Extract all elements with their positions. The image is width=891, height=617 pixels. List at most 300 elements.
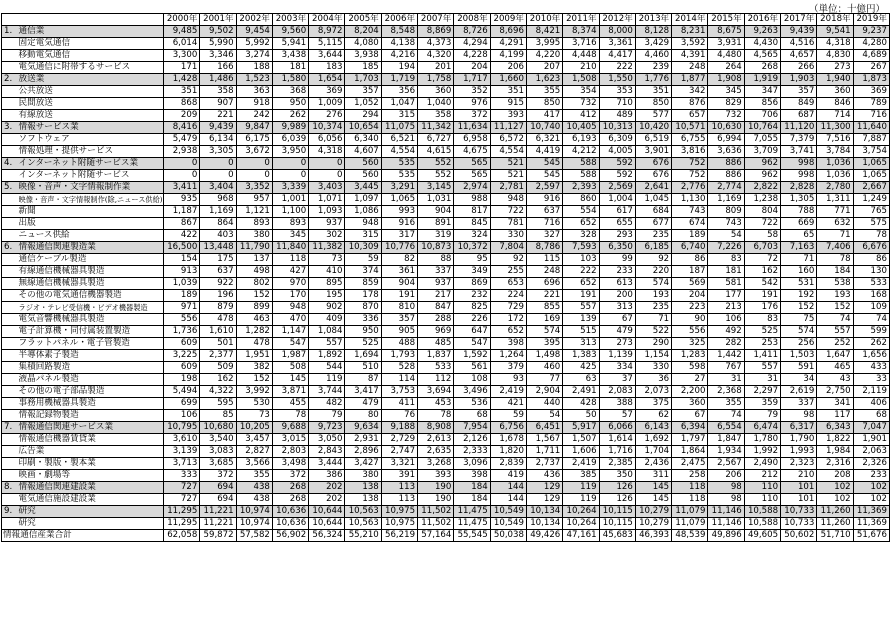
value-cell: 1,711 <box>526 446 562 458</box>
value-cell: 328 <box>563 230 599 242</box>
value-cell: 1,065 <box>853 170 889 182</box>
value-cell: 145 <box>272 374 308 386</box>
value-cell: 752 <box>672 158 708 170</box>
value-cell: 1,045 <box>635 194 671 206</box>
value-cell: 10,644 <box>309 506 345 518</box>
value-cell: 4,212 <box>563 146 599 158</box>
value-cell: 194 <box>381 62 417 74</box>
value-cell: 11,369 <box>853 506 889 518</box>
value-cell: 2,635 <box>418 446 454 458</box>
value-cell: 126 <box>599 494 635 506</box>
value-cell: 9,263 <box>744 26 780 38</box>
value-cell: 1,837 <box>418 350 454 362</box>
value-cell: 10,264 <box>563 518 599 530</box>
value-cell: 273 <box>599 338 635 350</box>
value-cell: 294 <box>345 110 381 122</box>
value-cell: 7,954 <box>454 422 490 434</box>
value-cell: 410 <box>309 266 345 278</box>
value-cell: 869 <box>454 278 490 290</box>
total-row <box>2 530 890 542</box>
value-cell: 948 <box>345 218 381 230</box>
value-cell: 6,175 <box>236 134 272 146</box>
value-cell: 561 <box>454 362 490 374</box>
value-cell: 8,000 <box>599 26 635 38</box>
table-row <box>2 50 890 62</box>
value-cell: 637 <box>526 206 562 218</box>
value-cell: 3,992 <box>236 386 272 398</box>
row-number <box>2 50 16 62</box>
value-cell: 109 <box>853 302 889 314</box>
value-cell: 90 <box>672 314 708 326</box>
value-cell: 224 <box>490 290 526 302</box>
value-cell: 1,486 <box>200 74 236 86</box>
value-cell: 68 <box>454 410 490 422</box>
row-number <box>2 206 16 218</box>
value-cell: 6,727 <box>418 134 454 146</box>
value-cell: 248 <box>526 266 562 278</box>
value-cell: 436 <box>526 470 562 482</box>
value-cell: 6,185 <box>635 242 671 254</box>
value-cell: 647 <box>454 326 490 338</box>
value-cell: 3,741 <box>781 146 817 158</box>
value-cell: 632 <box>817 218 853 230</box>
value-cell: 138 <box>345 494 381 506</box>
value-cell: 535 <box>381 170 417 182</box>
value-cell: 3,901 <box>635 146 671 158</box>
value-cell: 11,146 <box>708 506 744 518</box>
value-cell: 1,264 <box>490 350 526 362</box>
value-cell: 1,282 <box>236 326 272 338</box>
value-cell: 319 <box>418 230 454 242</box>
value-cell: 536 <box>454 398 490 410</box>
value-cell: 118 <box>672 494 708 506</box>
value-cell: 3,145 <box>418 182 454 194</box>
row-number: 4. <box>2 158 16 170</box>
value-cell: 498 <box>236 266 272 278</box>
value-cell: 1,993 <box>781 446 817 458</box>
value-cell: 1,039 <box>164 278 200 290</box>
value-cell: 2,737 <box>526 458 562 470</box>
value-cell: 3,300 <box>164 50 200 62</box>
value-cell: 361 <box>381 266 417 278</box>
value-cell: 78 <box>272 410 308 422</box>
value-cell: 652 <box>490 326 526 338</box>
value-cell: 2,200 <box>672 386 708 398</box>
value-cell: 694 <box>200 494 236 506</box>
value-cell: 1,847 <box>708 434 744 446</box>
row-number <box>2 410 16 422</box>
value-cell: 6,474 <box>744 422 780 434</box>
value-cell: 886 <box>708 170 744 182</box>
value-cell: 6,350 <box>599 242 635 254</box>
value-cell: 11,790 <box>236 242 272 254</box>
value-cell: 535 <box>381 158 417 170</box>
value-cell: 1,660 <box>490 74 526 86</box>
value-cell: 556 <box>164 314 200 326</box>
value-cell: 2,597 <box>526 182 562 194</box>
value-cell: 357 <box>381 314 417 326</box>
value-cell: 864 <box>200 218 236 230</box>
table-row <box>2 434 890 446</box>
value-cell: 0 <box>236 158 272 170</box>
year-header: 2001年 <box>200 14 236 26</box>
value-cell: 76 <box>381 410 417 422</box>
value-cell: 11,120 <box>781 122 817 134</box>
value-cell: 1,654 <box>309 74 345 86</box>
value-cell: 217 <box>418 290 454 302</box>
value-cell: 4,607 <box>345 146 381 158</box>
value-cell: 1,592 <box>454 350 490 362</box>
row-label: 民間放送 <box>16 98 164 110</box>
value-cell: 676 <box>635 158 671 170</box>
value-cell: 11,079 <box>672 506 708 518</box>
value-cell: 191 <box>744 290 780 302</box>
value-cell: 1,121 <box>236 206 272 218</box>
value-cell: 411 <box>381 398 417 410</box>
row-number <box>2 350 16 362</box>
header-corner <box>2 14 164 26</box>
value-cell: 825 <box>454 302 490 314</box>
value-cell: 206 <box>490 62 526 74</box>
value-cell: 10,740 <box>526 122 562 134</box>
value-cell: 515 <box>563 326 599 338</box>
value-cell: 262 <box>272 110 308 122</box>
value-cell: 6,756 <box>490 422 526 434</box>
value-cell: 870 <box>345 302 381 314</box>
value-cell: 54 <box>708 230 744 242</box>
value-cell: 1,703 <box>345 74 381 86</box>
value-cell: 172 <box>490 314 526 326</box>
row-label: 情報通信関連サービス業 <box>16 422 164 434</box>
value-cell: 372 <box>454 110 490 122</box>
value-cell: 592 <box>599 170 635 182</box>
value-cell: 233 <box>599 266 635 278</box>
table-row <box>2 518 890 530</box>
value-cell: 11,260 <box>817 518 853 530</box>
value-cell: 4,689 <box>853 50 889 62</box>
value-cell: 3,346 <box>200 50 236 62</box>
row-number <box>2 398 16 410</box>
value-cell: 221 <box>200 110 236 122</box>
value-cell: 337 <box>418 266 454 278</box>
value-cell: 575 <box>853 218 889 230</box>
value-cell: 3,636 <box>708 146 744 158</box>
value-cell: 4,554 <box>490 146 526 158</box>
value-cell: 2,828 <box>781 182 817 194</box>
row-label: 事務用機械器具製造 <box>16 398 164 410</box>
value-cell: 220 <box>635 266 671 278</box>
value-cell: 10,795 <box>164 422 200 434</box>
value-cell: 54 <box>526 410 562 422</box>
value-cell: 334 <box>599 362 635 374</box>
value-cell: 212 <box>744 470 780 482</box>
value-cell: 696 <box>526 278 562 290</box>
value-cell: 47,161 <box>563 530 599 542</box>
value-cell: 51,676 <box>853 530 889 542</box>
value-cell: 694 <box>200 482 236 494</box>
value-cell: 3,995 <box>526 38 562 50</box>
value-cell: 962 <box>744 158 780 170</box>
row-label: その他の電気通信機器製造 <box>16 290 164 302</box>
value-cell: 74 <box>708 410 744 422</box>
value-cell: 948 <box>272 302 308 314</box>
value-cell: 2,974 <box>454 182 490 194</box>
value-cell: 232 <box>454 290 490 302</box>
value-cell: 847 <box>418 302 454 314</box>
value-cell: 258 <box>672 470 708 482</box>
value-cell: 1,052 <box>345 98 381 110</box>
value-cell: 268 <box>744 62 780 74</box>
value-cell: 71 <box>817 230 853 242</box>
value-cell: 577 <box>635 110 671 122</box>
value-cell: 1,031 <box>418 194 454 206</box>
value-cell: 355 <box>526 86 562 98</box>
value-cell: 554 <box>563 206 599 218</box>
value-cell: 957 <box>236 194 272 206</box>
table-row <box>2 62 890 74</box>
table-row <box>2 266 890 278</box>
value-cell: 0 <box>272 158 308 170</box>
value-cell: 846 <box>817 98 853 110</box>
value-cell: 106 <box>708 314 744 326</box>
table-row <box>2 254 890 266</box>
value-cell: 2,368 <box>708 386 744 398</box>
table-body <box>2 26 890 542</box>
unit-label: （単位：十億円） <box>808 4 885 15</box>
value-cell: 489 <box>599 110 635 122</box>
value-cell: 7,887 <box>853 134 889 146</box>
value-cell: 57,582 <box>236 530 272 542</box>
value-cell: 2,781 <box>490 182 526 194</box>
row-label: 研究 <box>16 506 164 518</box>
value-cell: 1,614 <box>599 434 635 446</box>
value-cell: 118 <box>672 482 708 494</box>
value-cell: 6,056 <box>309 134 345 146</box>
value-cell: 1,717 <box>454 74 490 86</box>
row-label: 電気通信施設建設業 <box>16 494 164 506</box>
row-number <box>2 458 16 470</box>
value-cell: 358 <box>200 86 236 98</box>
value-cell: 268 <box>272 494 308 506</box>
value-cell: 74 <box>853 314 889 326</box>
value-cell: 9,485 <box>164 26 200 38</box>
value-cell: 652 <box>563 218 599 230</box>
row-number <box>2 446 16 458</box>
value-cell: 2,419 <box>490 386 526 398</box>
year-header: 2013年 <box>635 14 671 26</box>
year-header: 2011年 <box>563 14 599 26</box>
value-cell: 4,615 <box>418 146 454 158</box>
value-cell: 6,994 <box>708 134 744 146</box>
row-label: 広告業 <box>16 446 164 458</box>
value-cell: 48,539 <box>672 530 708 542</box>
table-row <box>2 314 890 326</box>
value-cell: 235 <box>635 230 671 242</box>
value-cell: 545 <box>526 158 562 170</box>
value-cell: 1,283 <box>672 350 708 362</box>
row-label: 情報通信関連製造業 <box>16 242 164 254</box>
value-cell: 101 <box>781 482 817 494</box>
value-cell: 1,093 <box>309 206 345 218</box>
value-cell: 0 <box>236 170 272 182</box>
value-cell: 4,516 <box>781 38 817 50</box>
value-cell: 525 <box>744 326 780 338</box>
table-row <box>2 134 890 146</box>
value-cell: 191 <box>381 290 417 302</box>
value-cell: 145 <box>635 482 671 494</box>
value-cell: 1,523 <box>236 74 272 86</box>
value-cell: 152 <box>236 374 272 386</box>
value-cell: 65 <box>781 230 817 242</box>
row-label: 情報通信産業合計 <box>2 530 164 542</box>
value-cell: 62,058 <box>164 530 200 542</box>
value-cell: 380 <box>345 470 381 482</box>
value-cell: 347 <box>744 86 780 98</box>
value-cell: 103 <box>563 254 599 266</box>
value-cell: 1,130 <box>672 194 708 206</box>
value-cell: 4,294 <box>454 38 490 50</box>
value-cell: 293 <box>599 230 635 242</box>
value-cell: 6,014 <box>164 38 200 50</box>
ict-industry-table <box>1 13 890 542</box>
value-cell: 2,619 <box>781 386 817 398</box>
value-cell: 557 <box>817 326 853 338</box>
value-cell: 355 <box>708 398 744 410</box>
value-cell: 3,644 <box>309 50 345 62</box>
value-cell: 3,305 <box>200 146 236 158</box>
table-row <box>2 110 890 122</box>
value-cell: 13,448 <box>200 242 236 254</box>
value-cell: 9,723 <box>309 422 345 434</box>
value-cell: 385 <box>563 470 599 482</box>
value-cell: 342 <box>672 86 708 98</box>
value-cell: 9,847 <box>236 122 272 134</box>
value-cell: 2,827 <box>236 446 272 458</box>
value-cell: 11,640 <box>853 122 889 134</box>
value-cell: 85 <box>200 410 236 422</box>
value-cell: 569 <box>672 278 708 290</box>
value-cell: 3,404 <box>200 182 236 194</box>
value-cell: 1,503 <box>781 350 817 362</box>
row-number <box>2 266 16 278</box>
value-cell: 3,685 <box>200 458 236 470</box>
value-cell: 771 <box>817 206 853 218</box>
category-row <box>2 506 890 518</box>
value-cell: 6,521 <box>381 134 417 146</box>
value-cell: 7,804 <box>490 242 526 254</box>
value-cell: 2,063 <box>853 446 889 458</box>
value-cell: 2,119 <box>853 386 889 398</box>
row-number: 5. <box>2 182 16 194</box>
value-cell: 899 <box>236 302 272 314</box>
value-cell: 11,146 <box>708 518 744 530</box>
value-cell: 565 <box>454 170 490 182</box>
value-cell: 488 <box>381 338 417 350</box>
category-row <box>2 182 890 194</box>
value-cell: 3,417 <box>345 386 381 398</box>
value-cell: 4,554 <box>381 146 417 158</box>
value-cell: 453 <box>418 398 454 410</box>
value-cell: 2,377 <box>200 350 236 362</box>
value-cell: 349 <box>454 266 490 278</box>
value-cell: 0 <box>164 158 200 170</box>
value-cell: 9,439 <box>781 26 817 38</box>
value-cell: 3,816 <box>672 146 708 158</box>
value-cell: 210 <box>781 470 817 482</box>
value-cell: 907 <box>200 98 236 110</box>
value-cell: 2,490 <box>744 458 780 470</box>
value-cell: 3,938 <box>345 50 381 62</box>
row-label: 情報処理・提供サービス <box>16 146 164 158</box>
value-cell: 11,295 <box>164 518 200 530</box>
value-cell: 905 <box>381 326 417 338</box>
value-cell: 2,747 <box>381 446 417 458</box>
value-cell: 129 <box>526 482 562 494</box>
value-cell: 11,342 <box>418 122 454 134</box>
value-cell: 4,460 <box>635 50 671 62</box>
value-cell: 743 <box>672 206 708 218</box>
value-cell: 970 <box>272 278 308 290</box>
value-cell: 359 <box>744 398 780 410</box>
value-cell: 1,606 <box>563 446 599 458</box>
value-cell: 1,692 <box>635 434 671 446</box>
value-cell: 82 <box>381 254 417 266</box>
row-label: インターネット附随サービス業 <box>16 158 164 170</box>
value-cell: 7,406 <box>817 242 853 254</box>
table-row <box>2 494 890 506</box>
value-cell: 11,075 <box>381 122 417 134</box>
row-number <box>2 110 16 122</box>
value-cell: 87 <box>345 374 381 386</box>
value-cell: 10,549 <box>490 518 526 530</box>
value-cell: 8,786 <box>526 242 562 254</box>
value-cell: 478 <box>200 314 236 326</box>
value-cell: 895 <box>309 278 345 290</box>
value-cell: 101 <box>781 494 817 506</box>
year-header: 2000年 <box>164 14 200 26</box>
value-cell: 1,428 <box>164 74 200 86</box>
year-header: 2016年 <box>744 14 780 26</box>
value-cell: 893 <box>236 218 272 230</box>
value-cell: 1,147 <box>272 326 308 338</box>
value-cell: 36 <box>635 374 671 386</box>
row-number <box>2 338 16 350</box>
value-cell: 4,657 <box>781 50 817 62</box>
row-label: 放送業 <box>16 74 164 86</box>
value-cell: 412 <box>563 110 599 122</box>
value-cell: 2,126 <box>454 434 490 446</box>
value-cell: 860 <box>563 194 599 206</box>
value-cell: 11,127 <box>490 122 526 134</box>
value-cell: 867 <box>164 218 200 230</box>
value-cell: 8,675 <box>708 26 744 38</box>
value-cell: 398 <box>490 338 526 350</box>
value-cell: 7,226 <box>708 242 744 254</box>
value-cell: 2,567 <box>708 458 744 470</box>
value-cell: 8,416 <box>164 122 200 134</box>
value-cell: 743 <box>708 218 744 230</box>
value-cell: 333 <box>164 470 200 482</box>
value-cell: 210 <box>563 62 599 74</box>
value-cell: 4,080 <box>345 38 381 50</box>
value-cell: 438 <box>236 494 272 506</box>
row-label: 情報通信関連建設業 <box>16 482 164 494</box>
value-cell: 207 <box>526 62 562 74</box>
value-cell: 11,295 <box>164 506 200 518</box>
value-cell: 2,436 <box>635 458 671 470</box>
value-cell: 1,071 <box>309 194 345 206</box>
value-cell: 501 <box>200 338 236 350</box>
